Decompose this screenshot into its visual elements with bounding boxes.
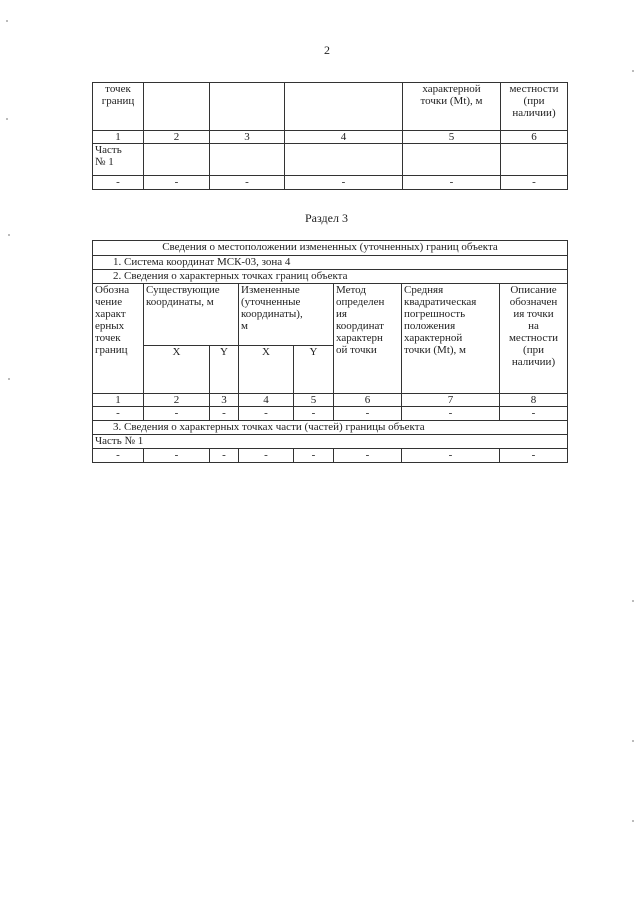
part-label: Часть № 1 [93, 435, 568, 449]
table-cell: - [93, 176, 144, 190]
scan-speck [8, 378, 10, 380]
table-cell [210, 144, 285, 176]
table-cell: - [294, 407, 334, 421]
coordinate-system-row: 1. Система координат МСК-03, зона 4 [93, 256, 568, 270]
header-cell: Обозна чение характ ерных точек границ [93, 284, 144, 394]
table-row [93, 241, 568, 256]
part-label: Часть № 1 [93, 144, 144, 176]
table-cell: - [285, 176, 403, 190]
points-heading-row: 2. Сведения о характерных точках границ объекта [93, 270, 568, 284]
column-number: 4 [239, 394, 294, 407]
column-number: 3 [210, 131, 285, 144]
header-cell: Описание обозначен ия точки на местности (при наличии) [500, 284, 568, 394]
column-number: 6 [334, 394, 402, 407]
header-cell: Измененные (уточненные координаты), м [239, 284, 334, 346]
header-cell [144, 83, 210, 131]
column-number: 2 [144, 131, 210, 144]
column-number: 6 [501, 131, 568, 144]
table-cell: - [239, 449, 294, 463]
subheader-y: Y [210, 346, 239, 394]
header-cell: Метод определен ия координат характерн ой точки [334, 284, 402, 394]
header-cell: Существующие координаты, м [144, 284, 239, 346]
column-number: 8 [500, 394, 568, 407]
table-cell: - [334, 449, 402, 463]
column-number: 2 [144, 394, 210, 407]
table-cell: - [403, 176, 501, 190]
header-cell [285, 83, 403, 131]
scan-speck [6, 118, 8, 120]
table-cell: - [144, 449, 210, 463]
table-cell [501, 144, 568, 176]
table-row [93, 83, 568, 131]
column-number: 1 [93, 131, 144, 144]
subheader-y: Y [294, 346, 334, 394]
table-cell [285, 144, 403, 176]
table-cell: - [239, 407, 294, 421]
column-number: 3 [210, 394, 239, 407]
table-cell [403, 144, 501, 176]
table-row [93, 270, 568, 284]
table-row [93, 256, 568, 270]
table-row [93, 407, 568, 421]
table-cell: - [334, 407, 402, 421]
subheader-x: X [239, 346, 294, 394]
table-cell: - [402, 449, 500, 463]
table-row [93, 131, 568, 144]
table-section-3 [92, 240, 568, 463]
table-row [93, 284, 568, 346]
scan-speck [632, 820, 634, 822]
table-row [93, 449, 568, 463]
table-cell: - [93, 407, 144, 421]
table-cell: - [210, 407, 239, 421]
scan-speck [8, 234, 10, 236]
table-row [93, 176, 568, 190]
column-number: 5 [294, 394, 334, 407]
column-number: 1 [93, 394, 144, 407]
table-cell: - [501, 176, 568, 190]
table-row [93, 394, 568, 407]
table-cell: - [294, 449, 334, 463]
table-row [93, 144, 568, 176]
part-points-heading-row: 3. Сведения о характерных точках части (частей) границы объекта [93, 421, 568, 435]
header-cell: характерной точки (Mt), м [403, 83, 501, 131]
table-cell: - [144, 407, 210, 421]
section-title: Раздел 3 [305, 211, 348, 225]
header-cell [210, 83, 285, 131]
table-cell: - [210, 449, 239, 463]
table-row [93, 421, 568, 435]
table-cell: - [402, 407, 500, 421]
table-cell: - [93, 449, 144, 463]
scan-speck [6, 20, 8, 22]
table-cell: - [144, 176, 210, 190]
table-cell [144, 144, 210, 176]
column-number: 7 [402, 394, 500, 407]
header-cell: Средняя квадратическая погрешность положения характерной точки (Mt), м [402, 284, 500, 394]
header-cell: точек границ [93, 83, 144, 131]
subheader-x: X [144, 346, 210, 394]
header-cell: местности (при наличии) [501, 83, 568, 131]
table-cell: - [210, 176, 285, 190]
table-title: Сведения о местоположении измененных (уточненных) границ объекта [93, 241, 568, 256]
table-continuation [92, 82, 568, 190]
scan-speck [632, 70, 634, 72]
column-number: 5 [403, 131, 501, 144]
table-row [93, 435, 568, 449]
page-number: 2 [324, 43, 330, 57]
column-number: 4 [285, 131, 403, 144]
table-cell: - [500, 449, 568, 463]
scan-speck [632, 600, 634, 602]
table-cell: - [500, 407, 568, 421]
scan-speck [632, 740, 634, 742]
